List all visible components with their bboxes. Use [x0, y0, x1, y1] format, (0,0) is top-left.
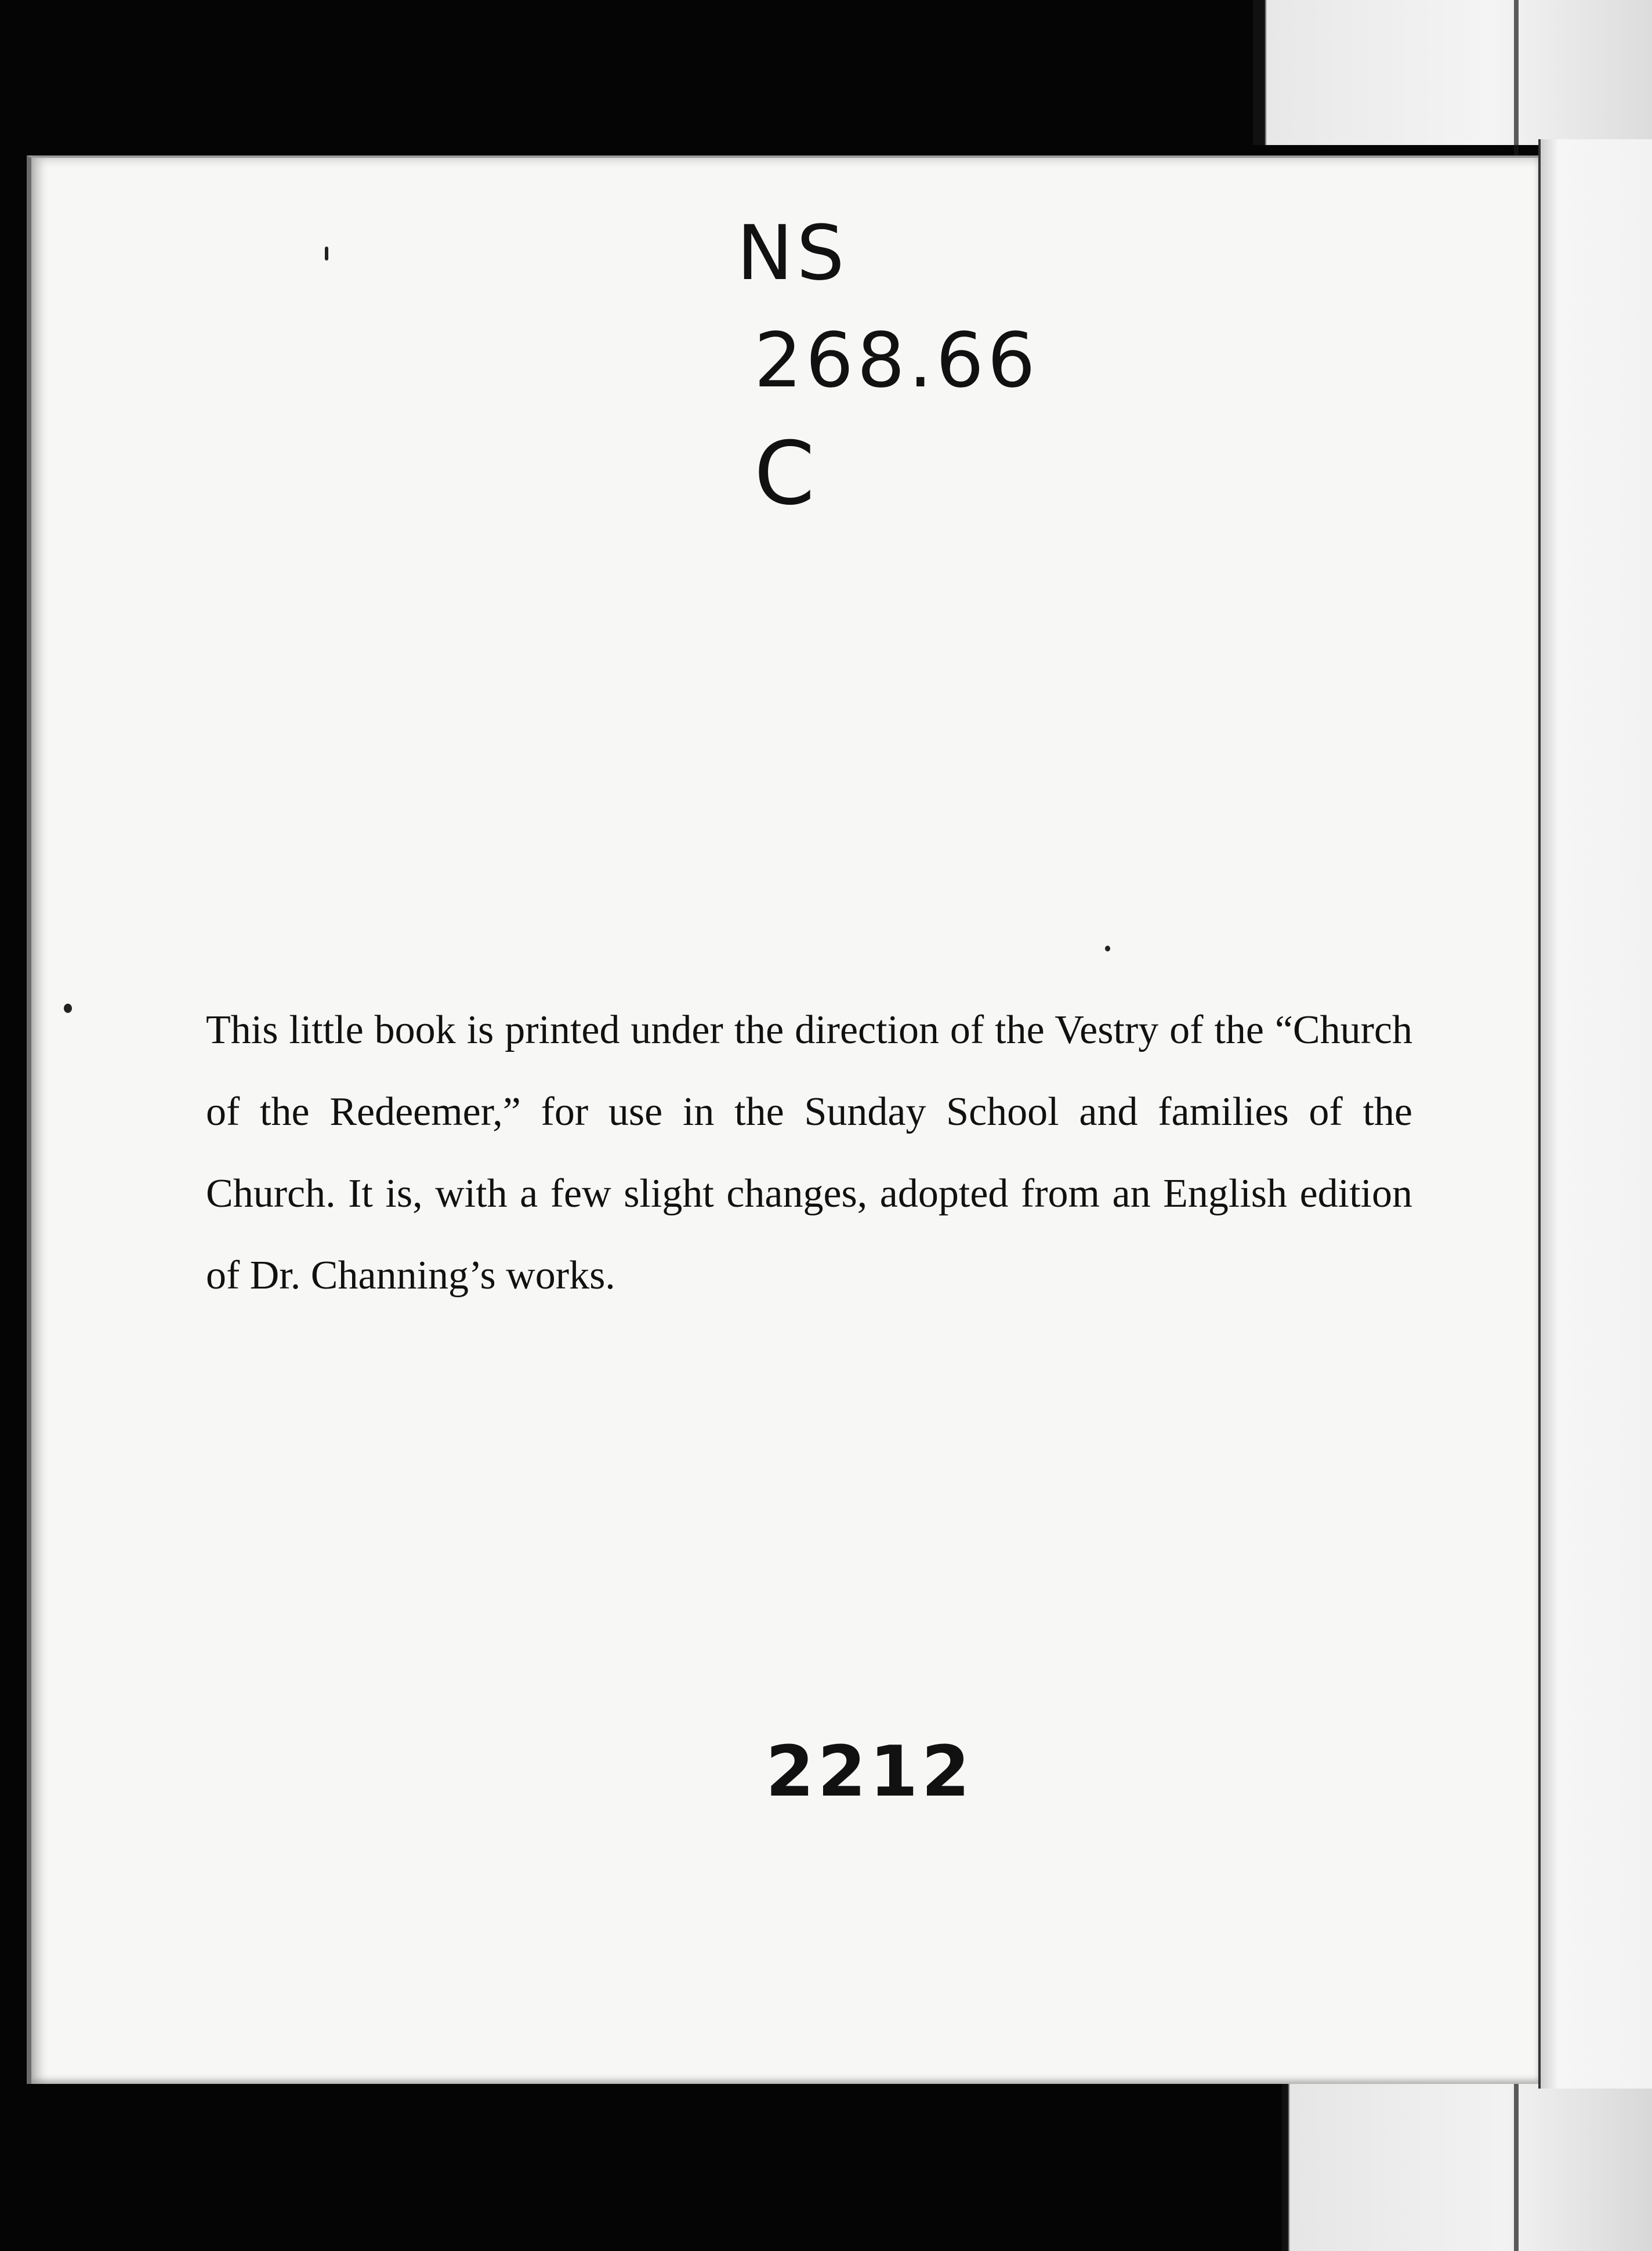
printing-notice-text: This little book is printed under the direction of the Vestry of the “Church of the Redeemer,” for use in the Sunday School and families of the Church. It is, with a few slight changes, adopted from an English edition of Dr. Channing’s works. — [206, 1008, 1412, 1298]
handwritten-accession-number: 2212 — [766, 1732, 973, 1812]
handwritten-shelfmark-line-1: NS — [737, 209, 848, 297]
handwritten-shelfmark-line-2: 268.66 — [754, 316, 1039, 404]
ink-speck — [1105, 946, 1110, 951]
adjacent-page-strip-top — [1253, 0, 1652, 145]
printing-notice — [206, 989, 1412, 1316]
handwritten-shelfmark-line-3: C — [754, 424, 818, 524]
adjacent-page-strip-bottom — [1282, 2077, 1652, 2251]
adjacent-page-edge — [1538, 139, 1652, 2089]
ink-speck — [64, 1004, 72, 1013]
ink-speck — [325, 247, 328, 260]
